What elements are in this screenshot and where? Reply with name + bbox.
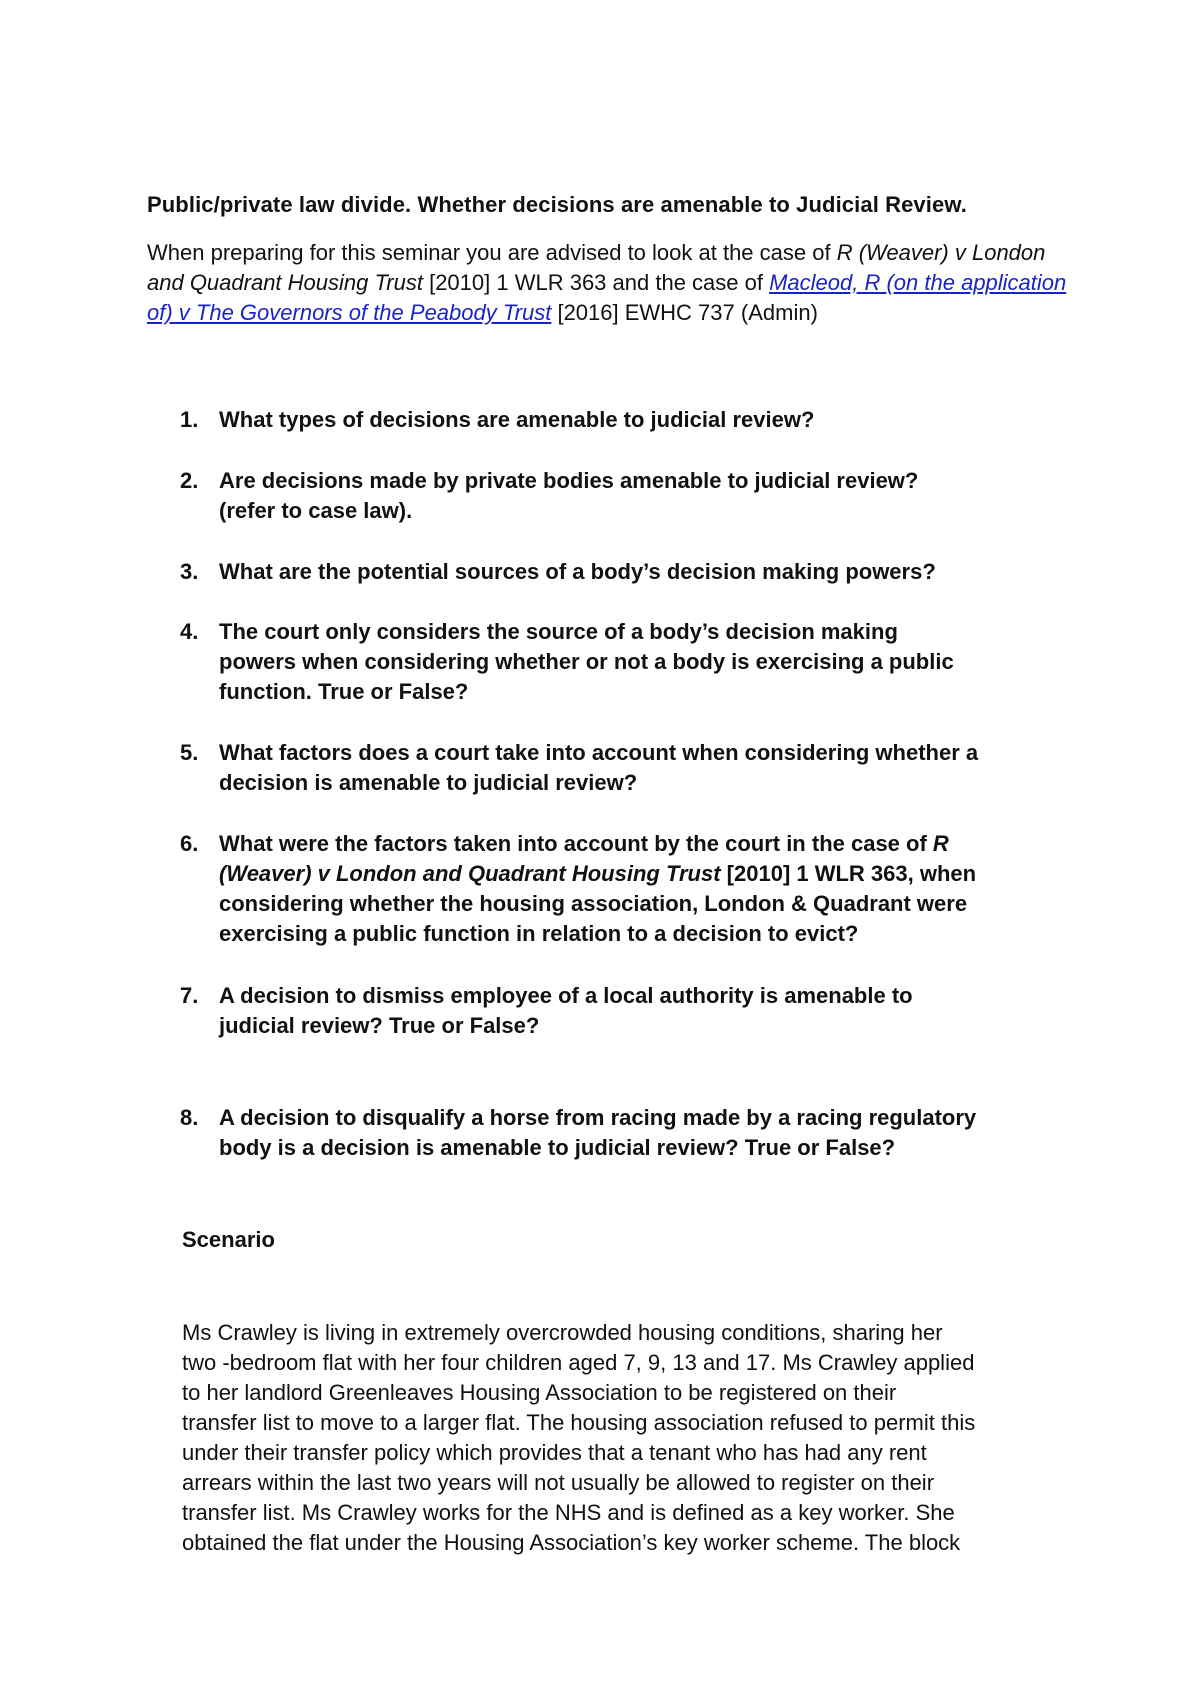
question-line: exercising a public function in relation to a decision to evict?: [219, 921, 859, 946]
question-text: [219, 738, 1080, 798]
question-number: 2.: [180, 468, 199, 493]
question-8: [180, 1103, 1080, 1163]
scenario-line: transfer list. Ms Crawley works for the NHS and is defined as a key worker. She: [182, 1500, 955, 1525]
question-line: [219, 829, 1080, 859]
question-text: What types of decisions are amenable to judicial review?: [219, 407, 815, 432]
scenario-heading: Scenario: [182, 1227, 275, 1252]
question-number: 7.: [180, 983, 199, 1008]
scenario-line: two -bedroom flat with her four children aged 7, 9, 13 and 17. Ms Crawley applied: [182, 1350, 975, 1375]
question-text: What are the potential sources of a body’s decision making powers?: [219, 559, 936, 584]
question-number: 6.: [180, 831, 199, 856]
question-number: 8.: [180, 1105, 199, 1130]
question-line: powers when considering whether or not a body is exercising a public: [219, 649, 954, 674]
question-text: [219, 1103, 1080, 1163]
question-line: A decision to dismiss employee of a local authority is amenable to: [219, 983, 913, 1008]
intro-text-2: [2010] 1 WLR 363 and the case of: [422, 270, 770, 295]
scenario-line: Ms Crawley is living in extremely overcrowded housing conditions, sharing her: [182, 1320, 943, 1345]
question-line: The court only considers the source of a body’s decision making: [219, 619, 898, 644]
question-5: [180, 738, 1080, 798]
intro-text-3: [2016] EWHC 737 (Admin): [551, 300, 818, 325]
question-text: [219, 466, 1080, 526]
intro-case-macleod-link[interactable]: Macleod, R (on the application of) v The Governors of the Peabody Trust: [147, 270, 1067, 325]
question-line: considering whether the housing association, London & Quadrant were: [219, 891, 968, 916]
question-text: [219, 829, 1080, 949]
question-6-text-1: What were the factors taken into account by the court in the case of: [219, 831, 933, 856]
question-line: Are decisions made by private bodies amenable to judicial review?: [219, 468, 919, 493]
scenario-paragraph: [182, 1318, 1082, 1558]
question-line: body is a decision is amenable to judicial review? True or False?: [219, 1135, 896, 1160]
question-text: [219, 981, 1080, 1041]
question-line: function. True or False?: [219, 679, 469, 704]
question-2: [180, 466, 1080, 526]
scenario-line: transfer list to move to a larger flat. The housing association refused to permit this: [182, 1410, 976, 1435]
question-4: [180, 617, 1080, 707]
intro-case-weaver: R (Weaver) v London and Quadrant Housing Trust: [147, 240, 1046, 295]
intro-paragraph: [147, 238, 1077, 328]
question-number: 3.: [180, 559, 199, 584]
question-6-text-2: [2010] 1 WLR 363, when: [720, 861, 977, 886]
question-number: 5.: [180, 740, 199, 765]
question-line: [219, 859, 1080, 889]
question-line: decision is amenable to judicial review?: [219, 770, 638, 795]
intro-text-1: When preparing for this seminar you are advised to look at the case of: [147, 240, 837, 265]
question-number: 4.: [180, 619, 199, 644]
question-text: [219, 617, 1080, 707]
question-6-case-r: R: [932, 831, 949, 856]
question-3: [180, 557, 1080, 587]
question-number: 1.: [180, 407, 199, 432]
question-1: [180, 405, 1080, 435]
question-7: [180, 981, 1080, 1041]
document-title: Public/private law divide. Whether decisions are amenable to Judicial Review.: [147, 192, 967, 217]
question-line: (refer to case law).: [219, 498, 413, 523]
scenario-line: obtained the flat under the Housing Association’s key worker scheme. The block: [182, 1530, 961, 1555]
question-line: A decision to disqualify a horse from racing made by a racing regulatory: [219, 1105, 977, 1130]
scenario-line: to her landlord Greenleaves Housing Association to be registered on their: [182, 1380, 897, 1405]
scenario-line: arrears within the last two years will not usually be allowed to register on their: [182, 1470, 935, 1495]
question-line: What factors does a court take into account when considering whether a: [219, 740, 979, 765]
question-line: judicial review? True or False?: [219, 1013, 540, 1038]
scenario-line: under their transfer policy which provides that a tenant who has had any rent: [182, 1440, 927, 1465]
question-6: [180, 829, 1080, 949]
question-6-case-weaver: (Weaver) v London and Quadrant Housing Trust: [219, 861, 721, 886]
